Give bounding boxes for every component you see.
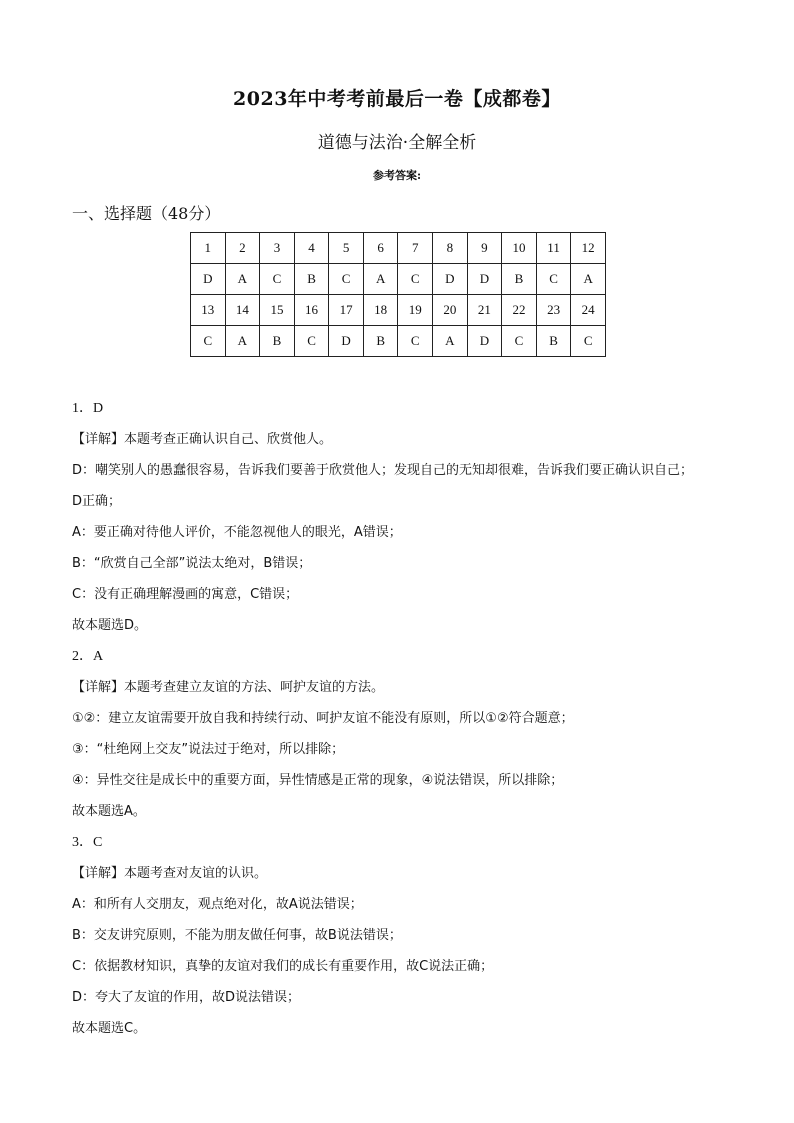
answer-cell: B (260, 326, 295, 357)
explanation-line: 故本题选A。 (72, 804, 146, 819)
question-number-cell: 3 (260, 233, 295, 264)
explanation-line: 【详解】本题考查对友谊的认识。 (72, 866, 268, 881)
question-number-cell: 15 (260, 295, 295, 326)
answer-cell: A (571, 264, 606, 295)
explanation-line: D：夸大了友谊的作用，故D说法错误； (72, 990, 301, 1005)
answer-cell: C (260, 264, 295, 295)
question-number-cell: 6 (363, 233, 398, 264)
question-number-row (191, 233, 606, 264)
explanation-line: C：依据教材知识，真挚的友谊对我们的成长有重要作用，故C说法正确； (72, 959, 494, 974)
answer-cell: B (536, 326, 571, 357)
answer-cell: A (433, 326, 468, 357)
explanation-line: 故本题选C。 (72, 1021, 147, 1036)
explanation-line: A：要正确对待他人评价，不能忽视他人的眼光，A错误； (72, 525, 402, 540)
answer-table (190, 232, 606, 357)
explanation-line: D：嘲笑别人的愚蠢很容易，告诉我们要善于欣赏他人；发现自己的无知却很难，告诉我们要正确认识自己； (72, 463, 694, 478)
answer-cell: C (398, 326, 433, 357)
answer-cell: B (502, 264, 537, 295)
answer-cell: A (363, 264, 398, 295)
answer-cell: B (363, 326, 398, 357)
document-subtitle: 道德与法治·全解全析 (317, 133, 477, 153)
explanation-line: 【详解】本题考查正确认识自己、欣赏他人。 (72, 432, 333, 447)
explanation-line: ①②：建立友谊需要开放自我和持续行动、呵护友谊不能没有原则，所以①②符合题意； (72, 711, 574, 726)
question-number-cell: 9 (467, 233, 502, 264)
answer-cell: D (329, 326, 364, 357)
answer-cell: B (294, 264, 329, 295)
question-number-cell: 21 (467, 295, 502, 326)
question-answer-heading: 2．A (72, 649, 104, 664)
answer-cell: D (467, 326, 502, 357)
explanation-line: C：没有正确理解漫画的寓意，C错误； (72, 587, 299, 602)
question-number-cell: 4 (294, 233, 329, 264)
answer-cell: C (294, 326, 329, 357)
answer-cell: A (225, 326, 260, 357)
answer-key-label: 参考答案: (372, 169, 422, 182)
explanation-line: A：和所有人交朋友，观点绝对化，故A说法错误； (72, 897, 363, 912)
explanation-line: B：“欣赏自己全部”说法太绝对，B错误； (72, 556, 312, 571)
question-number-cell: 24 (571, 295, 606, 326)
answer-cell: D (433, 264, 468, 295)
section-heading: 一、选择题（48分） (72, 204, 221, 223)
question-number-cell: 8 (433, 233, 468, 264)
explanation-line: ③：“杜绝网上交友”说法过于绝对，所以排除； (72, 742, 345, 757)
question-number-cell: 10 (502, 233, 537, 264)
answer-cell: C (536, 264, 571, 295)
question-number-cell: 2 (225, 233, 260, 264)
explanation-line: 故本题选D。 (72, 618, 148, 633)
question-number-cell: 11 (536, 233, 571, 264)
answer-row (191, 326, 606, 357)
answer-cell: C (398, 264, 433, 295)
question-number-cell: 7 (398, 233, 433, 264)
question-number-row (191, 295, 606, 326)
answer-cell: C (502, 326, 537, 357)
answer-cell: C (571, 326, 606, 357)
answer-cell: D (467, 264, 502, 295)
question-number-cell: 18 (363, 295, 398, 326)
document-title: 2023年中考考前最后一卷【成都卷】 (233, 88, 561, 110)
question-number-cell: 22 (502, 295, 537, 326)
question-number-cell: 14 (225, 295, 260, 326)
question-number-cell: 13 (191, 295, 226, 326)
question-number-cell: 16 (294, 295, 329, 326)
answer-cell: A (225, 264, 260, 295)
question-number-cell: 5 (329, 233, 364, 264)
answer-cell: C (191, 326, 226, 357)
answer-cell: D (191, 264, 226, 295)
explanation-line: B：交友讲究原则，不能为朋友做任何事，故B说法错误； (72, 928, 402, 943)
answer-cell: C (329, 264, 364, 295)
question-number-cell: 17 (329, 295, 364, 326)
explanation-line: ④：异性交往是成长中的重要方面，异性情感是正常的现象，④说法错误，所以排除； (72, 773, 564, 788)
explanation-line: D正确； (72, 494, 122, 509)
question-number-cell: 19 (398, 295, 433, 326)
question-number-cell: 1 (191, 233, 226, 264)
question-number-cell: 20 (433, 295, 468, 326)
answer-row (191, 264, 606, 295)
question-number-cell: 23 (536, 295, 571, 326)
question-answer-heading: 3．C (72, 835, 103, 850)
explanation-line: 【详解】本题考查建立友谊的方法、呵护友谊的方法。 (72, 680, 385, 695)
question-number-cell: 12 (571, 233, 606, 264)
question-answer-heading: 1．D (72, 401, 104, 416)
